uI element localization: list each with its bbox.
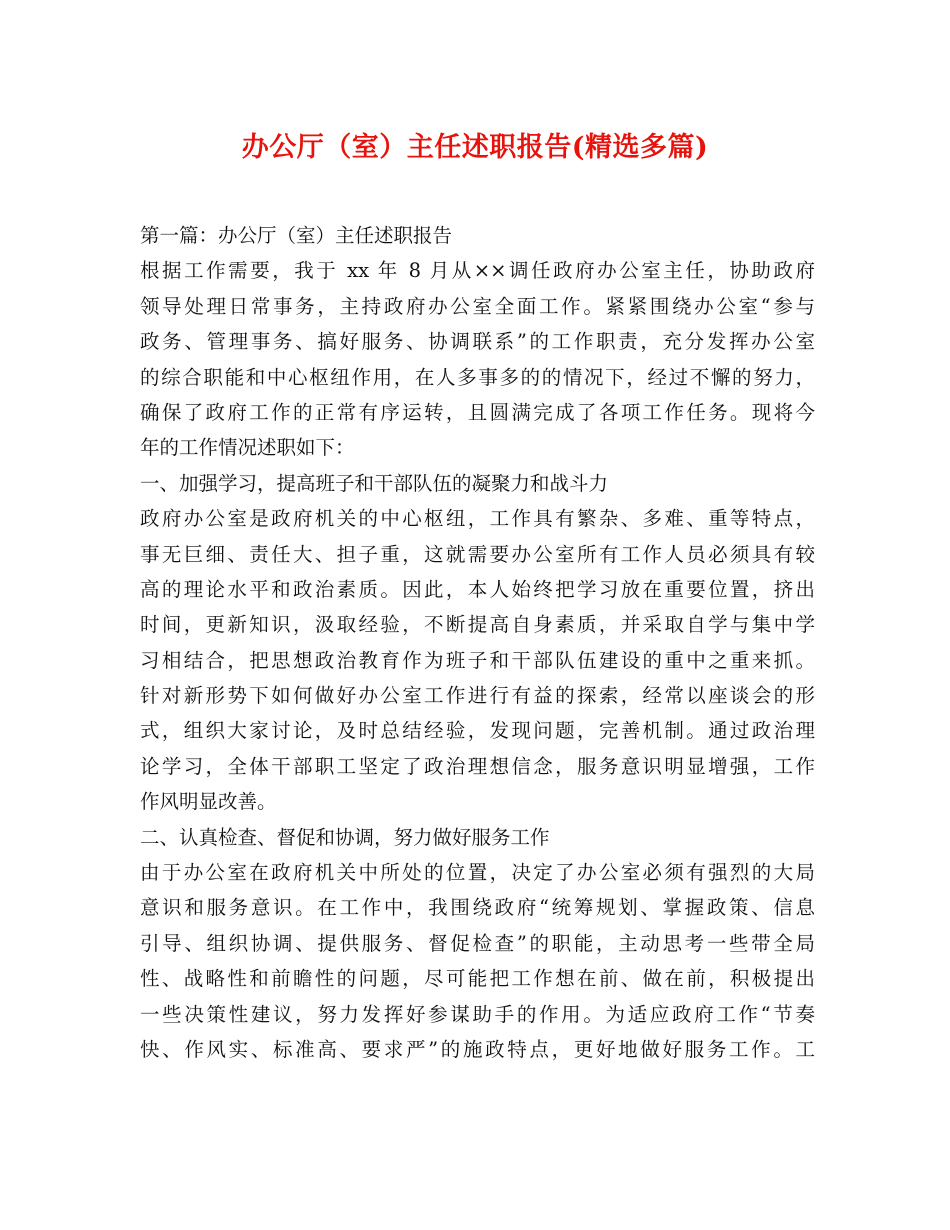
text-line: 二、认真检查、督促和协调，努力做好服务工作 xyxy=(140,825,550,849)
text-line: 的综合职能和中心枢纽作用，在人多事多的的情况下，经过不懈的努力， xyxy=(140,365,815,389)
document-body xyxy=(140,218,815,1067)
text-line: 习相结合，把思想政治教育作为班子和干部队伍建设的重中之重来抓。 xyxy=(140,648,815,672)
text-line: 年的工作情况述职如下： xyxy=(140,436,355,460)
text-line: 意识和服务意识。在工作中，我围绕政府“统筹规划、掌握政策、信息 xyxy=(140,896,815,920)
text-line: 时间，更新知识，汲取经验，不断提高自身素质，并采取自学与集中学 xyxy=(140,613,815,637)
text-line: 快、作风实、标准高、要求严”的施政特点，更好地做好服务工作。工 xyxy=(140,1037,815,1061)
text-line: 式，组织大家讨论，及时总结经验，发现问题，完善机制。通过政治理 xyxy=(140,719,815,743)
text-line: 一、加强学习，提高班子和干部队伍的凝聚力和战斗力 xyxy=(140,471,609,495)
text-line: 作风明显改善。 xyxy=(140,790,277,814)
text-line: 引导、组织协调、提供服务、督促检查”的职能，主动思考一些带全局 xyxy=(140,931,815,955)
text-line: 确保了政府工作的正常有序运转，且圆满完成了各项工作任务。现将今 xyxy=(140,400,815,424)
document-title: 办公厅（室）主任述职报告(精选多篇) xyxy=(241,132,709,163)
text-line: 领导处理日常事务，主持政府办公室全面工作。紧紧围绕办公室“参与 xyxy=(140,294,815,318)
text-line: 政府办公室是政府机关的中心枢纽，工作具有繁杂、多难、重等特点， xyxy=(140,507,815,531)
text-line: 论学习，全体干部职工坚定了政治理想信念，服务意识明显增强，工作 xyxy=(140,754,815,778)
text-line: 根据工作需要，我于 xx 年 8 月从××调任政府办公室主任，协助政府 xyxy=(140,259,815,283)
text-line: 针对新形势下如何做好办公室工作进行有益的探索，经常以座谈会的形 xyxy=(140,684,815,708)
text-line: 一些决策性建议，努力发挥好参谋助手的作用。为适应政府工作“节奏 xyxy=(140,1002,815,1026)
text-line: 政务、管理事务、搞好服务、协调联系”的工作职责，充分发挥办公室 xyxy=(140,330,815,354)
text-line: 第一篇：办公厅（室）主任述职报告 xyxy=(140,224,453,247)
text-line: 性、战略性和前瞻性的问题，尽可能把工作想在前、做在前，积极提出 xyxy=(140,967,815,991)
text-line: 由于办公室在政府机关中所处的位置，决定了办公室必须有强烈的大局 xyxy=(140,861,815,885)
text-line: 事无巨细、责任大、担子重，这就需要办公室所有工作人员必须具有较 xyxy=(140,542,815,566)
text-line: 高的理论水平和政治素质。因此，本人始终把学习放在重要位置，挤出 xyxy=(140,577,815,601)
